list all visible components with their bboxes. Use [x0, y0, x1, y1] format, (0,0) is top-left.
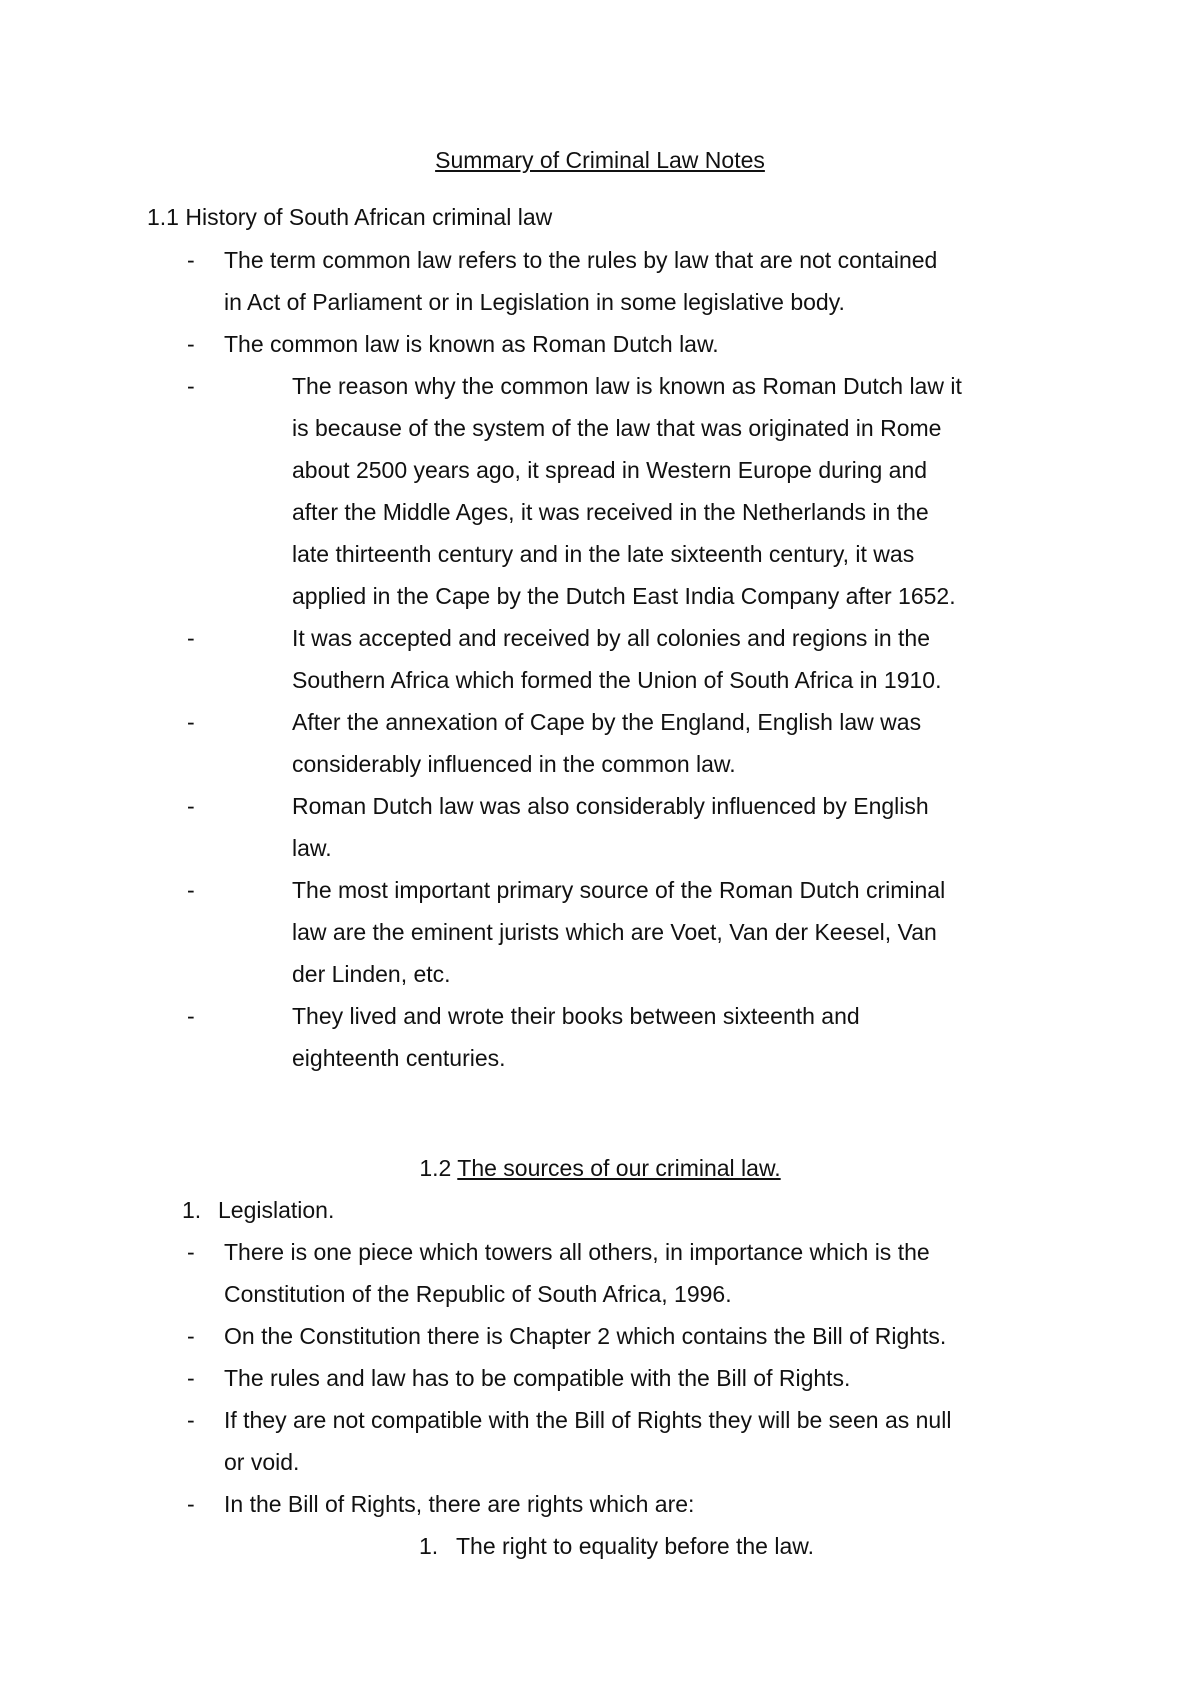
bullet-text-line: The rules and law has to be compatible with the Bill of Rights. [224, 1365, 851, 1391]
bullet-text-line: Constitution of the Republic of South Africa, 1996. [224, 1281, 732, 1307]
bullet-text-line: In the Bill of Rights, there are rights which are: [224, 1491, 695, 1517]
bullet-marker: - [187, 1407, 195, 1433]
bullet-text-line: After the annexation of Cape by the England, English law was [292, 709, 922, 735]
bullet-text-line: late thirteenth century and in the late sixteenth century, it was [292, 541, 915, 567]
bullet-marker: - [187, 1239, 195, 1265]
section-heading-sources [0, 1153, 1200, 1183]
bullet-text-line: It was accepted and received by all colonies and regions in the [292, 625, 931, 651]
bullet-text-line: eighteenth centuries. [292, 1045, 506, 1071]
bullet-text-line: If they are not compatible with the Bill of Rights they will be seen as null [224, 1407, 952, 1433]
bullet-text-line: There is one piece which towers all others, in importance which is the [224, 1239, 930, 1265]
page-title: Summary of Criminal Law Notes [435, 147, 765, 173]
section-heading-history: 1.1 History of South African criminal law [147, 204, 553, 230]
bullet-text-line: applied in the Cape by the Dutch East India Company after 1652. [292, 583, 956, 609]
bullet-marker: - [187, 1365, 195, 1391]
bullet-text-line: Southern Africa which formed the Union of South Africa in 1910. [292, 667, 942, 693]
bullet-marker: - [187, 877, 195, 903]
sub-list-item-equality: The right to equality before the law. [456, 1533, 814, 1559]
bullet-text-line: after the Middle Ages, it was received in the Netherlands in the [292, 499, 929, 525]
bullet-marker: - [187, 709, 195, 735]
bullet-marker: - [187, 247, 195, 273]
bullet-marker: - [187, 373, 195, 399]
bullet-marker: - [187, 1323, 195, 1349]
bullet-text-line: The term common law refers to the rules by law that are not contained [224, 247, 938, 273]
bullet-marker: - [187, 1491, 195, 1517]
bullet-text-line: or void. [224, 1449, 300, 1475]
bullet-marker: - [187, 1003, 195, 1029]
section-heading-text: The sources of our criminal law. [457, 1155, 781, 1181]
list-item-number: 1. [182, 1197, 202, 1223]
bullet-text-line: law. [292, 835, 332, 861]
bullet-marker: - [187, 331, 195, 357]
bullet-text-line: is because of the system of the law that was originated in Rome [292, 415, 942, 441]
bullet-text-line: They lived and wrote their books between sixteenth and [292, 1003, 860, 1029]
bullet-text-line: The most important primary source of the Roman Dutch criminal [292, 877, 946, 903]
bullet-text-line: about 2500 years ago, it spread in Western Europe during and [292, 457, 928, 483]
bullet-text-line: The common law is known as Roman Dutch law. [224, 331, 719, 357]
bullet-marker: - [187, 793, 195, 819]
bullet-text-line: The reason why the common law is known as Roman Dutch law it [292, 373, 962, 399]
section-heading-number: 1.2 [419, 1155, 452, 1181]
bullet-marker: - [187, 625, 195, 651]
bullet-text-line: Roman Dutch law was also considerably influenced by English [292, 793, 929, 819]
bullet-text-line: law are the eminent jurists which are Voet, Van der Keesel, Van [292, 919, 937, 945]
bullet-text-line: On the Constitution there is Chapter 2 which contains the Bill of Rights. [224, 1323, 947, 1349]
bullet-text-line: in Act of Parliament or in Legislation in some legislative body. [224, 289, 845, 315]
sub-list-item-number: 1. [419, 1533, 439, 1559]
list-item-legislation: Legislation. [218, 1197, 335, 1223]
bullet-text-line: considerably influenced in the common law. [292, 751, 736, 777]
bullet-text-line: der Linden, etc. [292, 961, 451, 987]
